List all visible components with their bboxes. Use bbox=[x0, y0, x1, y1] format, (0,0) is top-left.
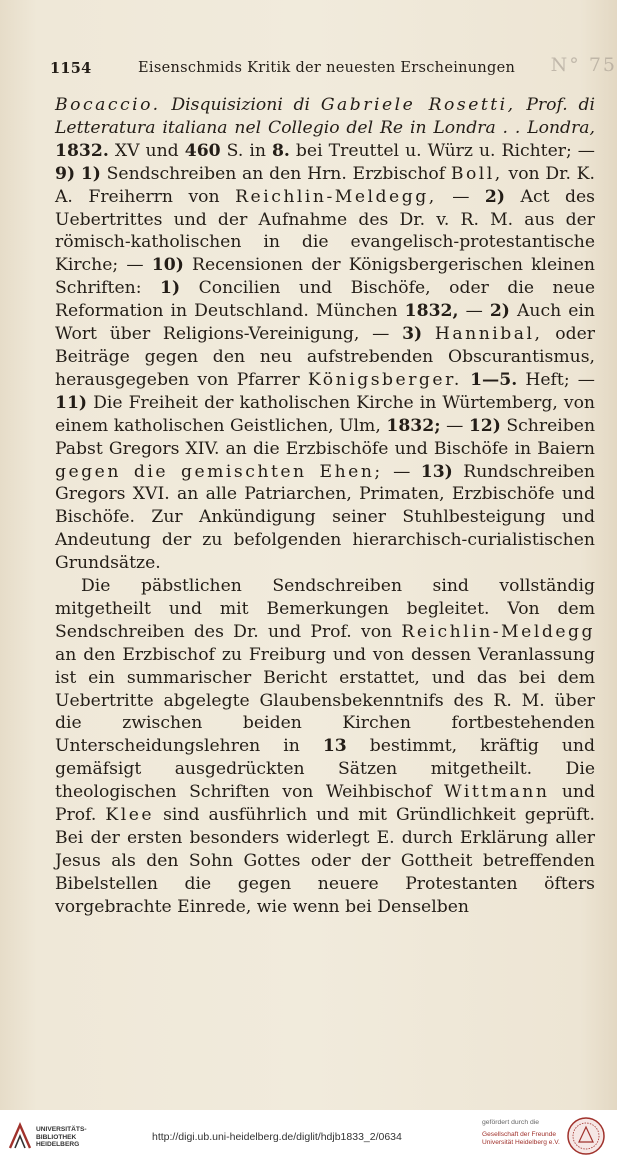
numeral: 1832. bbox=[55, 140, 109, 161]
numeral: 9) bbox=[55, 163, 76, 184]
body-text bbox=[55, 94, 595, 919]
numeral: 1—5. bbox=[470, 369, 518, 390]
spaced-name: Hannibal, bbox=[434, 324, 543, 345]
work-title: Disquisizioni di bbox=[171, 95, 311, 115]
text-run: Die Freiheit der katholischen Kirche in Würtemberg, von einem katholischen Geistlichen, Ulm, bbox=[55, 392, 595, 436]
text-run: von Dr. K. A. Freiherrn von bbox=[55, 163, 595, 207]
numeral: 8. bbox=[271, 140, 290, 161]
spaced-name: Klee bbox=[105, 805, 155, 826]
text-run: bestimmt, kräftig und gemäfsigt ausgedrückten Sätzen mitgetheilt. Die theologischen Schriften von Weihbischof bbox=[55, 736, 595, 803]
author-name: Gabriele Rosetti, bbox=[320, 95, 516, 115]
permalink-url[interactable]: http://digi.ub.uni-heidelberg.de/diglit/hdjb1833_2/0634 bbox=[152, 1131, 402, 1143]
page-number: 1154 bbox=[50, 60, 92, 77]
text-run: bei Treuttel u. Würz u. Richter; — bbox=[289, 140, 595, 161]
society-seal-icon bbox=[566, 1116, 606, 1156]
running-head-title: Eisenschmids Kritik der neuesten Erscheinungen bbox=[138, 60, 516, 76]
text-run bbox=[422, 324, 435, 344]
numeral: 10) bbox=[151, 255, 184, 276]
text-run: sind ausführlich und mit Gründlichkeit geprüft. Bei der ersten besonders widerlegt E. durch Erklärung aller Jesus als den Sohn Gottes oder der Gottheit betreffenden Bibelstellen die gegen neuere Protestanten öfters vorgebrachte Einrede, wie wenn bei Denselben bbox=[55, 805, 595, 917]
text-run: XV und bbox=[108, 140, 185, 161]
numeral: 1832, bbox=[404, 301, 459, 322]
paragraph-bibliography bbox=[55, 94, 595, 575]
numeral: 1832; bbox=[386, 415, 441, 436]
text-run: — bbox=[382, 461, 421, 482]
text-run: Rundschreiben Gregors XVI. an alle Patriarchen, Primaten, Erzbischöfe und Bischöfe. Zur Ankündigung seiner Stuhlbesteigung und Andeutung der zu befolgenden hierarchisch-curialistischen Grundsätze. bbox=[55, 461, 595, 574]
spaced-name: Reichlin-Meldegg bbox=[401, 621, 595, 642]
numeral: 11) bbox=[55, 392, 88, 413]
text-run: — bbox=[436, 186, 485, 207]
numeral: 2) bbox=[484, 186, 506, 207]
text-run: Act des Uebertrittes und der Aufnahme des Dr. v. R. M. aus der römisch-katholischen in die evangelisch-protestantische Kirche; — bbox=[55, 186, 595, 276]
viewer-footer bbox=[0, 1110, 617, 1161]
text-run: S. in bbox=[220, 140, 272, 161]
running-head bbox=[50, 60, 590, 82]
author-name: Bocaccio. bbox=[55, 95, 161, 115]
spaced-name: Boll, bbox=[450, 163, 503, 184]
spaced-name: Wittmann bbox=[444, 782, 550, 803]
work-title: Prof. di Letteratura italiana nel Collegio del Re in Londra . . Londra, bbox=[55, 95, 595, 138]
library-name: UNIVERSITÄTS- BIBLIOTHEK HEIDELBERG bbox=[36, 1126, 87, 1148]
text-run bbox=[462, 370, 470, 390]
numeral: 460 bbox=[184, 140, 221, 161]
text-run: Recensionen der Königsbergerischen kleinen Schriften: bbox=[55, 255, 595, 299]
spaced-phrase: gegen die gemischten Ehen; bbox=[55, 461, 383, 482]
numeral: 13 bbox=[322, 736, 347, 757]
numeral: 1) bbox=[80, 163, 101, 184]
spaced-name: Reichlin-Meldegg, bbox=[235, 186, 437, 207]
paragraph-review bbox=[55, 575, 595, 919]
text-run: Auch ein Wort über Religions-Vereinigung, — bbox=[55, 301, 595, 345]
society-name: Gesellschaft der Freunde Universität Heidelberg e.V. bbox=[482, 1131, 560, 1146]
funded-by-label: gefördert durch die bbox=[482, 1119, 540, 1126]
text-run: Concilien und Bischöfe, oder die neue Reformation in Deutschland. München bbox=[55, 278, 595, 322]
text-run: — bbox=[458, 301, 490, 322]
text-run: Heft; — bbox=[517, 369, 595, 390]
numeral: 1) bbox=[159, 278, 181, 299]
text-run: und Prof. bbox=[55, 782, 596, 826]
numeral: 2) bbox=[489, 301, 510, 322]
text-run: — bbox=[440, 415, 469, 436]
text-run: Die päbstlichen Sendschreiben sind vollständig mitgetheilt und mit Bemerkungen begleitet. Von dem Sendschreiben des Dr. und Prof. von bbox=[55, 576, 595, 642]
spaced-name: Königsberger. bbox=[307, 369, 462, 390]
numeral: 12) bbox=[468, 415, 501, 436]
bleed-through-text: N° 75 bbox=[550, 54, 617, 76]
text-run: Sendschreiben an den Hrn. Erzbischof bbox=[100, 163, 451, 184]
text-run: Schreiben Pabst Gregors XIV. an die Erzbischöfe und Bischöfe in Baiern bbox=[55, 415, 596, 459]
text-run: an den Erzbischof zu Freiburg und von dessen Veranlassung ist ein summarischer Bericht erstattet, und das bei dem Uebertritte abgelegte Glaubensbekenntnifs des R. M. über die zwischen beiden Kirchen fortbestehenden Unterscheidungslehren in bbox=[55, 644, 595, 757]
university-library-logo-icon bbox=[8, 1122, 32, 1150]
numeral: 13) bbox=[420, 461, 453, 482]
numeral: 3) bbox=[402, 324, 423, 345]
text-run: oder Beiträge gegen den neu aufstrebenden Obscurantismus, herausgegeben von Pfarrer bbox=[55, 324, 596, 390]
